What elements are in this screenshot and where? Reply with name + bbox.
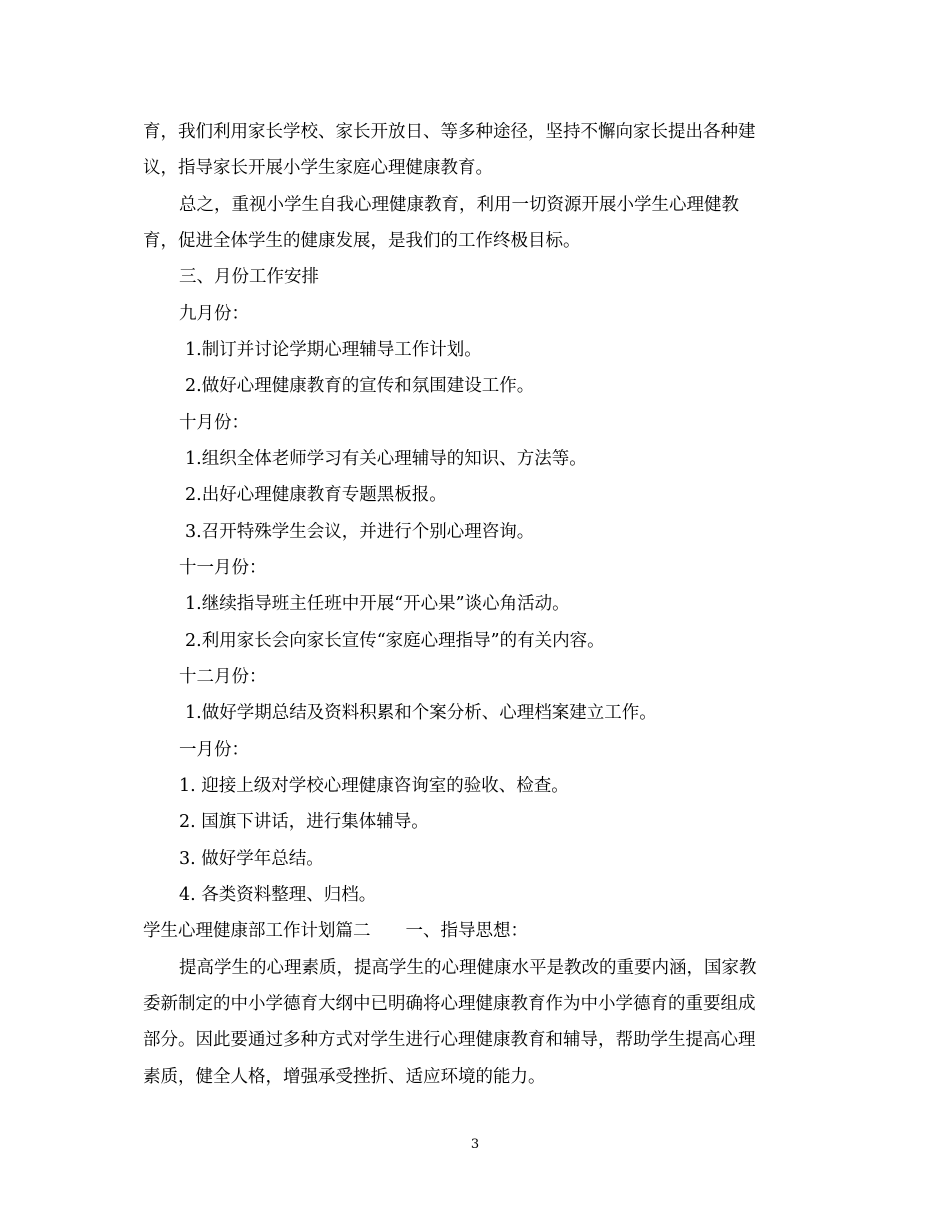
- list-item: 2.利用家长会向家长宣传“家庭心理指导”的有关内容。: [185, 631, 605, 651]
- paragraph-line: 提高学生的心理素质，提高学生的心理健康水平是教改的重要内涵，国家教: [179, 958, 757, 978]
- section-heading: 三、月份工作安排: [179, 267, 319, 287]
- list-item: 2.做好心理健康教育的宣传和氛围建设工作。: [185, 376, 535, 396]
- list-item: 3.召开特殊学生会议，并进行个别心理咨询。: [185, 522, 535, 542]
- month-heading: 十月份：: [179, 413, 249, 433]
- month-heading: 九月份：: [179, 304, 249, 324]
- list-item: 3. 做好学年总结。: [179, 849, 324, 869]
- list-item: 1. 迎接上级对学校心理健康咨询室的验收、检查。: [179, 776, 569, 796]
- paragraph-line: 总之，重视小学生自我心理健康教育，利用一切资源开展小学生心理健教: [179, 195, 739, 215]
- paragraph-line: 议，指导家长开展小学生家庭心理健康教育。: [143, 158, 493, 178]
- page-number: 3: [470, 1137, 480, 1152]
- paragraph-line: 育，我们利用家长学校、家长开放日、等多种途径，坚持不懈向家长提出各种建: [143, 122, 756, 142]
- list-item: 2. 国旗下讲话，进行集体辅导。: [179, 812, 429, 832]
- month-heading: 十一月份：: [179, 558, 267, 578]
- list-item: 4. 各类资料整理、归档。: [179, 885, 377, 905]
- article-heading: 学生心理健康部工作计划篇二 一、指导思想：: [143, 921, 528, 941]
- month-heading: 十二月份：: [179, 667, 267, 687]
- paragraph-line: 素质，健全人格，增强承受挫折、适应环境的能力。: [143, 1067, 546, 1087]
- list-item: 1.制订并讨论学期心理辅导工作计划。: [185, 340, 482, 360]
- list-item: 1.继续指导班主任班中开展“开心果”谈心角活动。: [185, 594, 570, 614]
- paragraph-line: 育，促进全体学生的健康发展，是我们的工作终极目标。: [143, 231, 581, 251]
- paragraph-line: 委新制定的中小学德育大纲中已明确将心理健康教育作为中小学德育的重要组成: [143, 994, 756, 1014]
- month-heading: 一月份：: [179, 740, 249, 760]
- list-item: 2.出好心理健康教育专题黑板报。: [185, 485, 447, 505]
- list-item: 1.做好学期总结及资料积累和个案分析、心理档案建立工作。: [185, 703, 657, 723]
- paragraph-line: 部分。因此要通过多种方式对学生进行心理健康教育和辅导，帮助学生提高心理: [143, 1030, 756, 1050]
- list-item: 1.组织全体老师学习有关心理辅导的知识、方法等。: [185, 449, 587, 469]
